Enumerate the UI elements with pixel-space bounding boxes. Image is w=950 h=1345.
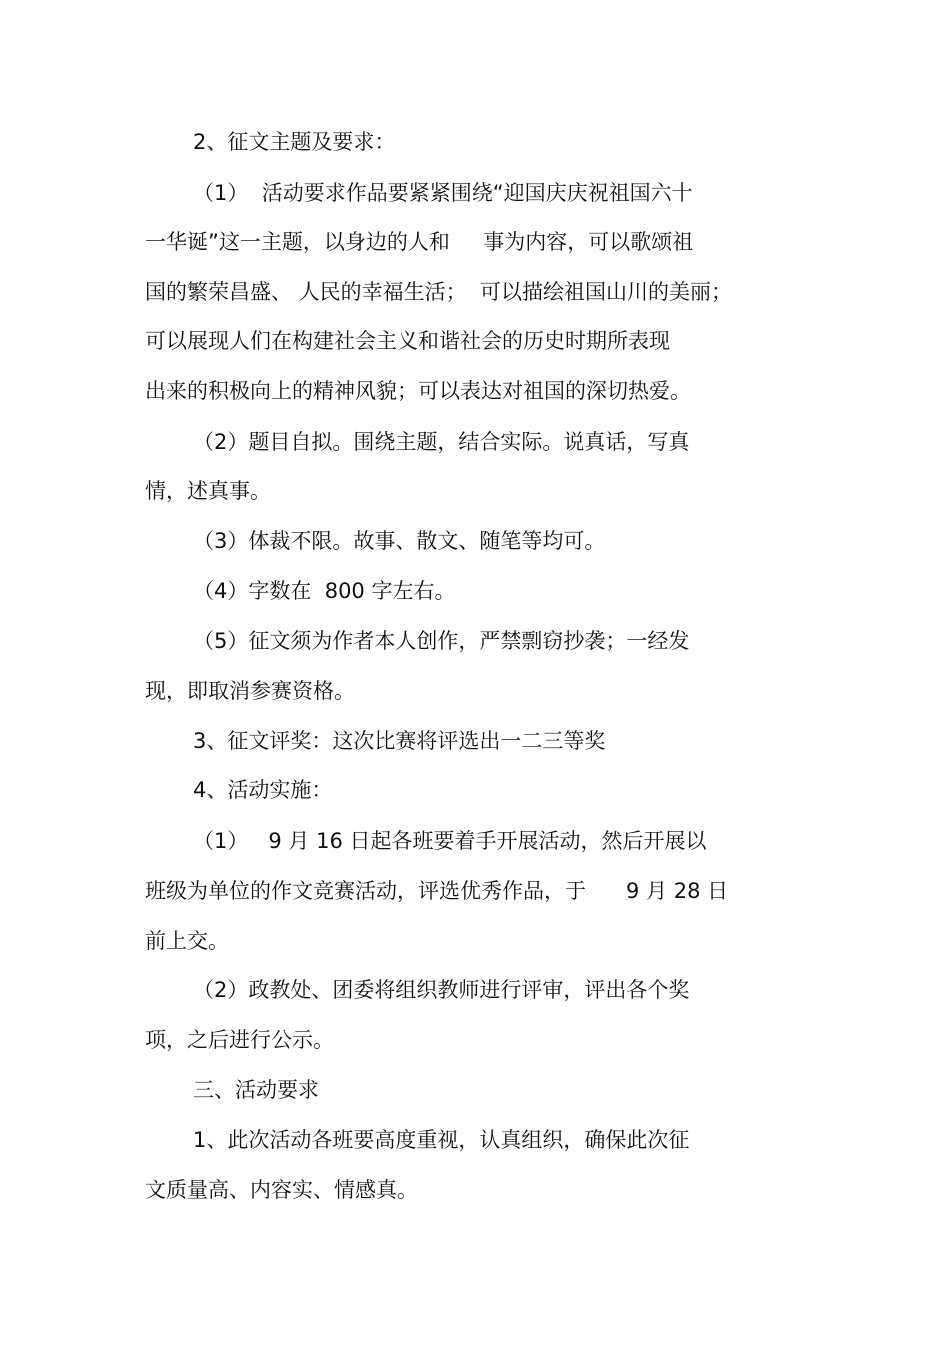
section-heading-theme: 2、征文主题及要求： xyxy=(193,130,396,154)
paragraph-line: 现，即取消参赛资格。 xyxy=(145,679,355,703)
section-heading-award: 3、征文评奖：这次比赛将评选出一二三等奖 xyxy=(193,729,606,753)
paragraph-line: 前上交。 xyxy=(145,929,229,953)
paragraph-line: 文质量高、内容实、情感真。 xyxy=(145,1178,418,1202)
paragraph-line: （2）政教处、团委将组织教师进行评审，评出各个奖 xyxy=(193,978,690,1002)
paragraph-line: 情，述真事。 xyxy=(145,479,271,503)
paragraph-line: （2）题目自拟。围绕主题，结合实际。说真话，写真 xyxy=(193,430,690,454)
section-heading-implementation: 4、活动实施： xyxy=(193,778,333,802)
paragraph-line: 1、此次活动各班要高度重视，认真组织，确保此次征 xyxy=(193,1128,690,1152)
paragraph-line: 出来的积极向上的精神风貌；可以表达对祖国的深切热爱。 xyxy=(145,379,691,403)
section-heading-requirements: 三、活动要求 xyxy=(193,1078,319,1102)
paragraph-line: （5）征文须为作者本人创作，严禁剽窃抄袭；一经发 xyxy=(193,629,690,653)
paragraph-line: （1） 活动要求作品要紧紧围绕“迎国庆庆祝祖国六十 xyxy=(193,181,693,205)
paragraph-line: 可以展现人们在构建社会主义和谐社会的历史时期所表现 xyxy=(145,329,670,353)
paragraph-line: 一华诞”这一主题，以身边的人和 事为内容，可以歌颂祖 xyxy=(145,230,694,254)
paragraph-line: 班级为单位的作文竞赛活动，评选优秀作品，于 9 月 28 日 xyxy=(145,879,729,903)
paragraph-line: （3）体裁不限。故事、散文、随笔等均可。 xyxy=(193,529,606,553)
paragraph-line: 项，之后进行公示。 xyxy=(145,1028,334,1052)
paragraph-line: （4）字数在 800 字左右。 xyxy=(193,579,456,603)
paragraph-line: （1） 9 月 16 日起各班要着手开展活动，然后开展以 xyxy=(193,829,707,853)
paragraph-line: 国的繁荣昌盛、 人民的幸福生活； 可以描绘祖国山川的美丽； xyxy=(145,280,733,304)
